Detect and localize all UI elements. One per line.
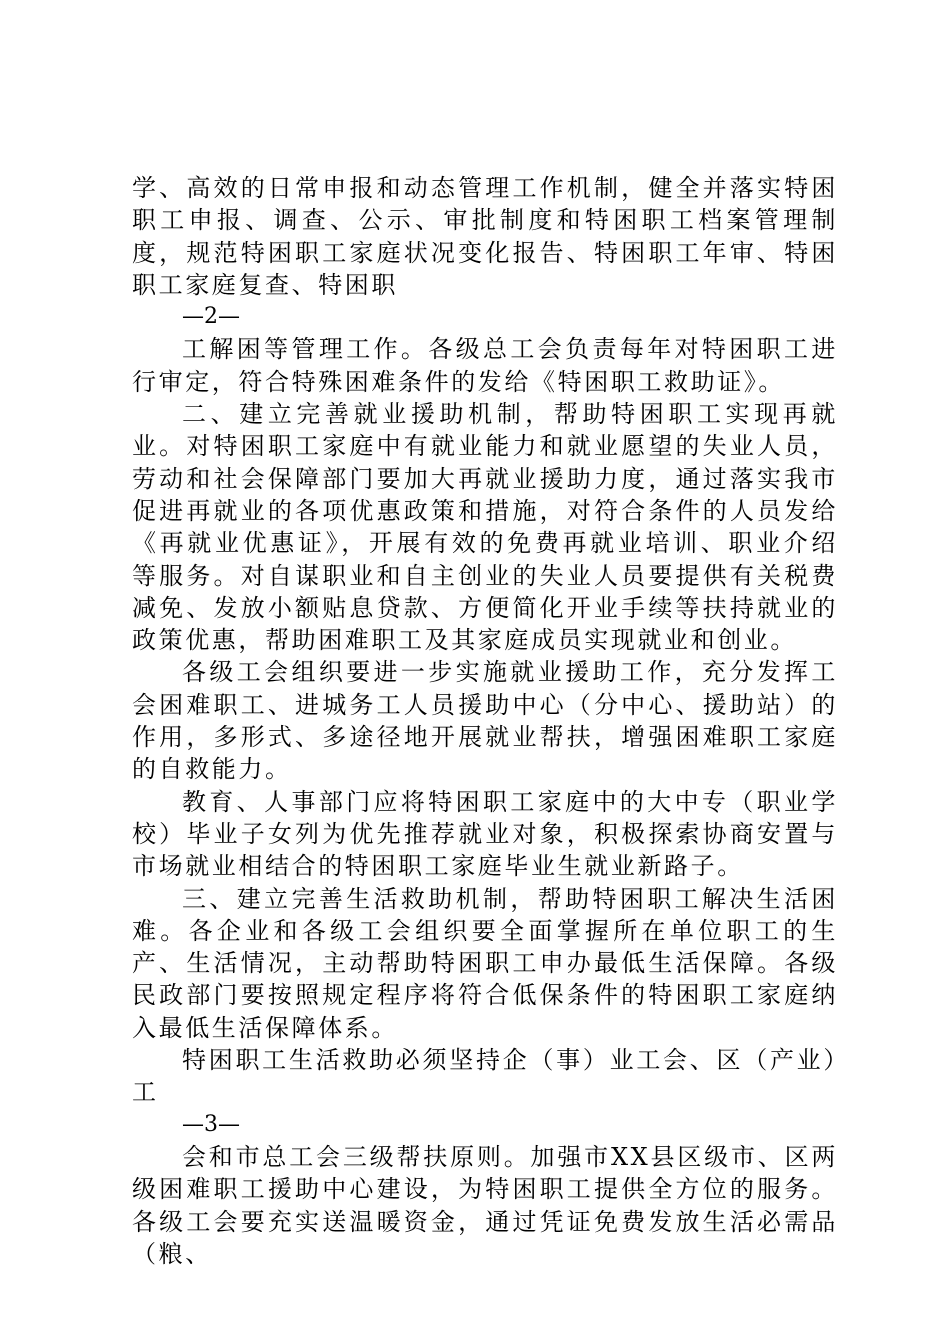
page-number-3: —3—: [182, 1111, 240, 1137]
paragraph-continuation: 学、高效的日常申报和动态管理工作机制，健全并落实特困职工申报、调查、公示、审批制度和特困职工档案管理制度，规范特困职工家庭状况变化报告、特困职工年审、特困职工家庭复查、特困职: [132, 174, 838, 299]
page-number-2: —2—: [182, 304, 240, 330]
paragraph-living-aid: 三、建立完善生活救助机制，帮助特困职工解决生活困难。各企业和各级工会组织要全面掌握所在单位职工的生产、生活情况，主动帮助特困职工申办最低生活保障。各级民政部门要按照规定程序将符合低保条件的特困职工家庭纳入最低生活保障体系。: [132, 884, 838, 1042]
paragraph-living-aid-principle: 特困职工生活救助必须坚持企（事）业工会、区（产业）工: [132, 1046, 838, 1107]
document-body: [132, 172, 838, 1270]
paragraph-education: 教育、人事部门应将特困职工家庭中的大中专（职业学校）毕业子女列为优先推荐就业对象，积极探索协商安置与市场就业相结合的特困职工家庭毕业生就业新路子。: [132, 787, 838, 881]
paragraph-review: 工解困等管理工作。各级总工会负责每年对特困职工进行审定，符合特殊困难条件的发给《特困职工救助证》。: [132, 335, 838, 396]
paragraph-union-aid: 各级工会组织要进一步实施就业援助工作，充分发挥工会困难职工、进城务工人员援助中心（分中心、援助站）的作用，多形式、多途径地开展就业帮扶，增强困难职工家庭的自救能力。: [132, 658, 838, 784]
paragraph-employment-aid: 二、建立完善就业援助机制，帮助特困职工实现再就业。对特困职工家庭中有就业能力和就业愿望的失业人员，劳动和社会保障部门要加大再就业援助力度，通过落实我市促进再就业的各项优惠政策和措施，对符合条件的人员发给《再就业优惠证》，开展有效的免费再就业培训、职业介绍等服务。对自谋职业和自主创业的失业人员要提供有关税费减免、发放小额贴息贷款、方便简化开业手续等扶持就业的政策优惠，帮助困难职工及其家庭成员实现就业和创业。: [132, 400, 838, 655]
paragraph-three-level-aid: 会和市总工会三级帮扶原则。加强市XX县区级市、区两级困难职工援助中心建设，为特困职工提供全方位的服务。各级工会要充实送温暖资金，通过凭证免费发放生活必需品（粮、: [132, 1142, 838, 1268]
